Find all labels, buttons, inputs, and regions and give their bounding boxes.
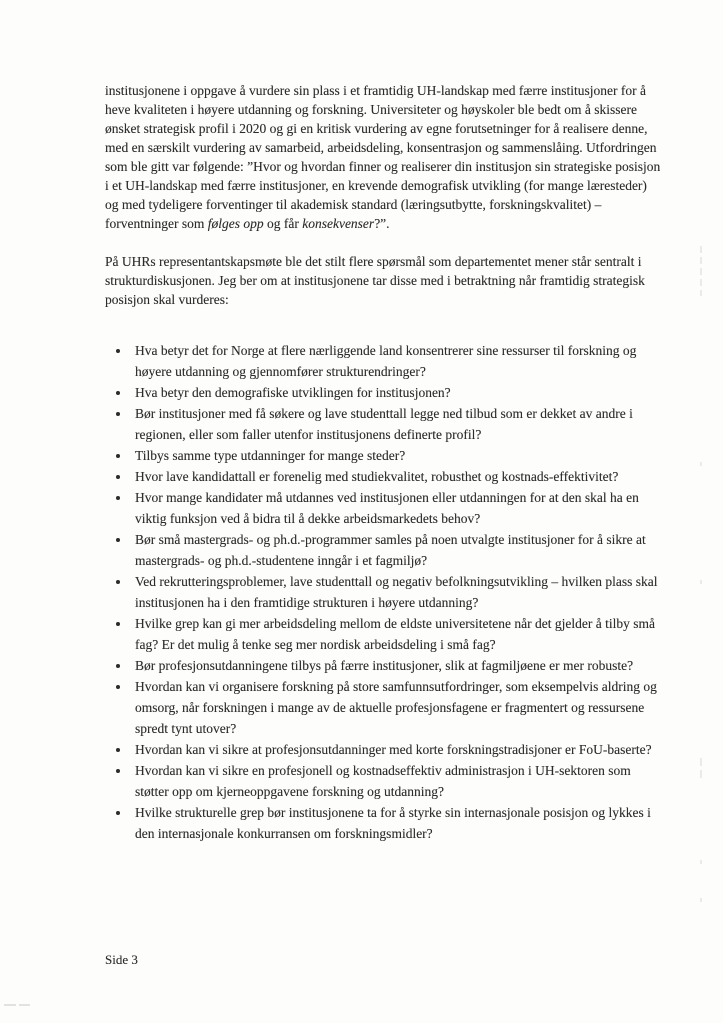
question-text: Hvordan kan vi sikre at profesjonsutdanninger med korte forskningstradisjoner er FoU-baserte? bbox=[135, 742, 652, 757]
scan-artifact bbox=[700, 860, 702, 864]
question-text: Bør institusjoner med få søkere og lave studenttall legge ned tilbud som er dekket av andre i regionen, eller som faller utenfor institusjonens definerte profil? bbox=[135, 406, 633, 442]
question-item bbox=[105, 466, 663, 487]
bullet-marker-icon bbox=[116, 580, 120, 584]
scan-artifact bbox=[19, 1004, 30, 1006]
question-item bbox=[105, 613, 663, 655]
scan-artifact bbox=[700, 246, 702, 253]
scan-artifact bbox=[700, 268, 702, 275]
question-item bbox=[105, 529, 663, 571]
question-text: Hvilke grep kan gi mer arbeidsdeling mellom de eldste universitetene når det gjelder å tilby små fag? Er det mulig å tenke seg mer nordisk arbeidsdeling i små fag? bbox=[135, 616, 655, 652]
question-text: Ved rekrutteringsproblemer, lave studenttall og negativ befolkningsutvikling – hvilken plass skal institusjonen ha i den framtidige strukturen i høyere utdanning? bbox=[135, 574, 658, 610]
scan-artifact bbox=[700, 898, 702, 902]
question-text: Hva betyr det for Norge at flere nærliggende land konsentrerer sine ressurser til forskning og høyere utdanning og gjennomfører strukturendringer? bbox=[135, 343, 637, 379]
scan-artifact bbox=[700, 758, 702, 766]
intro-text-segment: og får bbox=[263, 216, 303, 231]
document-body bbox=[105, 81, 663, 844]
intro-italic-segment: følges opp bbox=[207, 216, 264, 231]
question-text: Tilbys samme type utdanninger for mange steder? bbox=[135, 448, 406, 463]
question-item bbox=[105, 571, 663, 613]
bullet-marker-icon bbox=[116, 664, 120, 668]
question-item bbox=[105, 403, 663, 445]
question-item bbox=[105, 487, 663, 529]
bullet-marker-icon bbox=[116, 769, 120, 773]
scan-artifact bbox=[700, 290, 702, 296]
scan-artifact bbox=[700, 770, 702, 778]
question-item bbox=[105, 655, 663, 676]
second-paragraph: På UHRs representantskapsmøte ble det stilt flere spørsmål som departementet mener står sentralt i strukturdiskusjonen. Jeg ber om at institusjonene tar disse med i betraktning når framtidig strategisk posisjon skal vurderes: bbox=[105, 254, 645, 307]
intro-text-segment: institusjonene i oppgave å vurdere sin plass i et framtidig UH-landskap med færre institusjoner for å heve kvaliteten i høyere utdanning og forskning. Universiteter og høyskoler ble bedt om å skissere ønsket strategisk profil i 2020 og gi en kritisk vurdering av egne forutsetninger for å realisere denne, med en særskilt vurdering av samarbeid, arbeidsdeling, konsentrasjon og sammenslåing. Utfordringen som ble gitt var følgende: ”Hvor og hvordan finner og realiserer din institusjon sin strategiske posisjon i et UH-landskap med færre institusjoner, en krevende demografisk utvikling (for mange læresteder) og med tydeligere forventinger til akademisk standard (læringsutbytte, forskningskvalitet) – forventninger som bbox=[105, 83, 661, 231]
question-text: Hvor lave kandidattall er forenelig med studiekvalitet, robusthet og kostnads-effektivitet? bbox=[135, 469, 619, 484]
question-text: Bør profesjonsutdanningene tilbys på færre institusjoner, slik at fagmiljøene er mer robuste? bbox=[135, 658, 634, 673]
bullet-marker-icon bbox=[116, 811, 120, 815]
question-item bbox=[105, 760, 663, 802]
bullet-marker-icon bbox=[116, 391, 120, 395]
question-text: Hvordan kan vi sikre en profesjonell og kostnadseffektiv administrasjon i UH-sektoren som støtter opp om kjerneoppgavene forskning og utdanning? bbox=[135, 763, 631, 799]
bullet-marker-icon bbox=[116, 622, 120, 626]
question-item bbox=[105, 739, 663, 760]
intro-italic-segment: konsekvenser bbox=[302, 216, 375, 231]
scan-artifact bbox=[700, 462, 702, 466]
scan-artifact bbox=[4, 1004, 16, 1006]
page-number-label: Side 3 bbox=[105, 952, 138, 967]
scan-artifact bbox=[700, 279, 702, 286]
question-text: Hvilke strukturelle grep bør institusjonene ta for å styrke sin internasjonale posisjon og lykkes i den internasjonale konkurransen om forskningsmidler? bbox=[135, 805, 651, 841]
question-list bbox=[105, 340, 663, 844]
question-text: Hvor mange kandidater må utdannes ved institusjonen eller utdanningen for at den skal ha en viktig funksjon ved å bidra til å dekke arbeidsmarkedets behov? bbox=[135, 490, 639, 526]
bullet-marker-icon bbox=[116, 349, 120, 353]
question-text: Bør små mastergrads- og ph.d.-programmer samles på noen utvalgte institusjoner for å sikre at mastergrads- og ph.d.-studentene inngår i et fagmiljø? bbox=[135, 532, 646, 568]
question-item bbox=[105, 676, 663, 739]
bullet-marker-icon bbox=[116, 748, 120, 752]
question-item bbox=[105, 382, 663, 403]
question-text: Hva betyr den demografiske utviklingen for institusjonen? bbox=[135, 385, 451, 400]
scan-artifact bbox=[700, 257, 702, 264]
bullet-marker-icon bbox=[116, 475, 120, 479]
scan-artifact bbox=[700, 580, 702, 584]
bullet-marker-icon bbox=[116, 538, 120, 542]
intro-text-segment: ?”. bbox=[374, 216, 390, 231]
bullet-marker-icon bbox=[116, 496, 120, 500]
question-text: Hvordan kan vi organisere forskning på store samfunnsutfordringer, som eksempelvis aldring og omsorg, når forskningen i mange av de aktuelle profesjonsfagene er fragmentert og ressursene spredt tynt utover? bbox=[135, 679, 657, 736]
question-item bbox=[105, 340, 663, 382]
question-item bbox=[105, 802, 663, 844]
bullet-marker-icon bbox=[116, 454, 120, 458]
bullet-marker-icon bbox=[116, 685, 120, 689]
question-item bbox=[105, 445, 663, 466]
bullet-marker-icon bbox=[116, 412, 120, 416]
intro-paragraph bbox=[105, 81, 663, 233]
